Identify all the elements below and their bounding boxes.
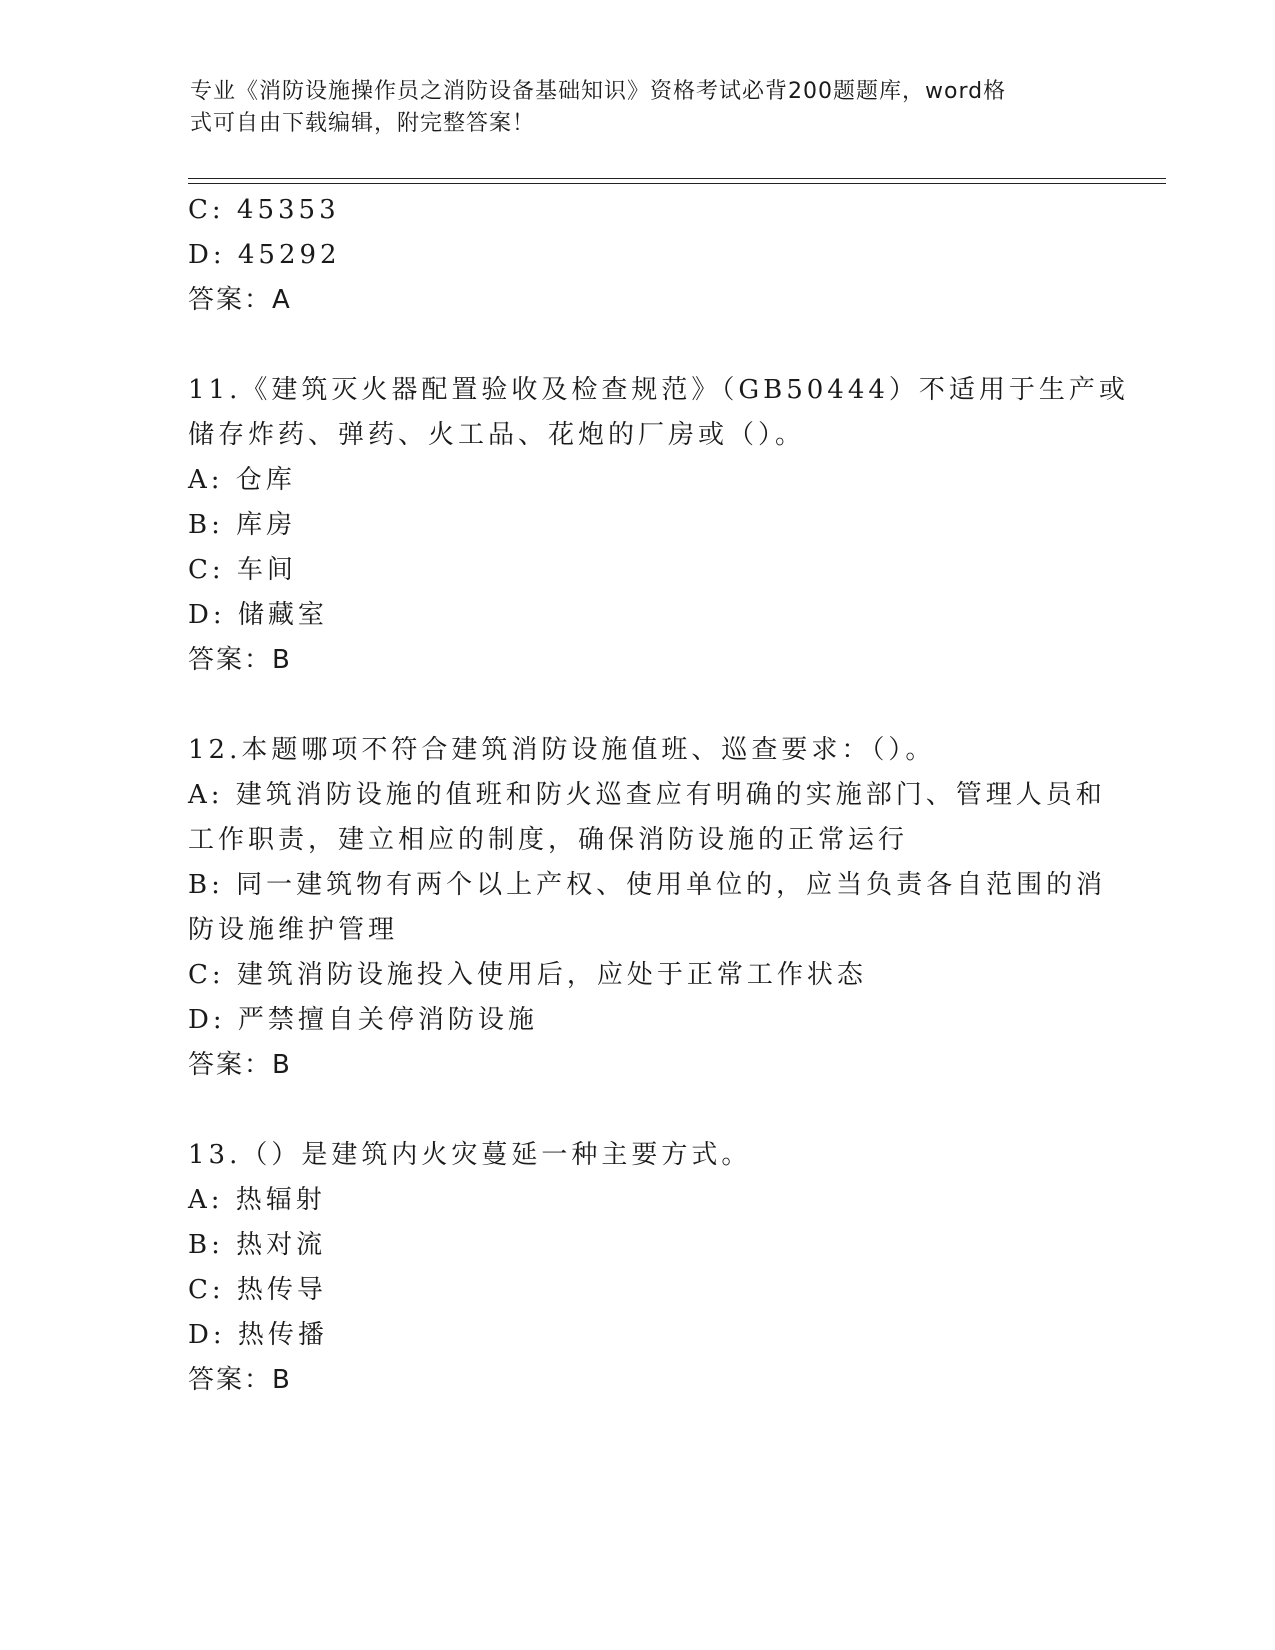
q13-stem: 13.（）是建筑内火灾蔓延一种主要方式。 <box>188 1140 752 1170</box>
q12-stem: 12.本题哪项不符合建筑消防设施值班、巡查要求：（）。 <box>188 735 936 765</box>
q12-option-c: C: 建筑消防设施投入使用后，应处于正常工作状态 <box>188 960 867 990</box>
q13-option-c: C: 热传导 <box>188 1275 327 1305</box>
q11-option-a: A: 仓库 <box>188 465 296 495</box>
document-header <box>190 76 1070 140</box>
q12-option-a-line-2: 工作职责，建立相应的制度，确保消防设施的正常运行 <box>188 825 909 855</box>
q12-option-b-line-1: B: 同一建筑物有两个以上产权、使用单位的，应当负责各自范围的消 <box>188 870 1107 900</box>
q11-option-b: B: 库房 <box>188 510 297 540</box>
q10-option-d: D: 45292 <box>188 240 341 270</box>
header-divider-bottom <box>188 183 1166 184</box>
header-line-1: 专业《消防设施操作员之消防设备基础知识》资格考试必背200题题库，word格 <box>190 79 1007 104</box>
header-divider-top <box>188 178 1166 179</box>
q13-answer: 答案：B <box>188 1365 292 1395</box>
q12-option-b-line-2: 防设施维护管理 <box>188 915 399 945</box>
q13-option-d: D: 热传播 <box>188 1320 328 1350</box>
q12-option-a-line-1: A: 建筑消防设施的值班和防火巡查应有明确的实施部门、管理人员和 <box>188 780 1106 810</box>
q11-answer: 答案：B <box>188 645 292 675</box>
q12-answer: 答案：B <box>188 1050 292 1080</box>
q10-option-c: C: 45353 <box>188 195 340 225</box>
q10-answer: 答案：A <box>188 285 292 315</box>
header-line-2: 式可自由下载编辑，附完整答案！ <box>190 111 536 136</box>
q11-option-d: D: 储藏室 <box>188 600 328 630</box>
q11-stem-line-1: 11.《建筑灭火器配置验收及检查规范》（GB50444）不适用于生产或 <box>188 375 1129 405</box>
q13-option-b: B: 热对流 <box>188 1230 327 1260</box>
q11-stem-line-2: 储存炸药、弹药、火工品、花炮的厂房或（）。 <box>188 420 806 450</box>
q12-option-d: D: 严禁擅自关停消防设施 <box>188 1005 538 1035</box>
q13-option-a: A: 热辐射 <box>188 1185 326 1215</box>
q11-option-c: C: 车间 <box>188 555 297 585</box>
